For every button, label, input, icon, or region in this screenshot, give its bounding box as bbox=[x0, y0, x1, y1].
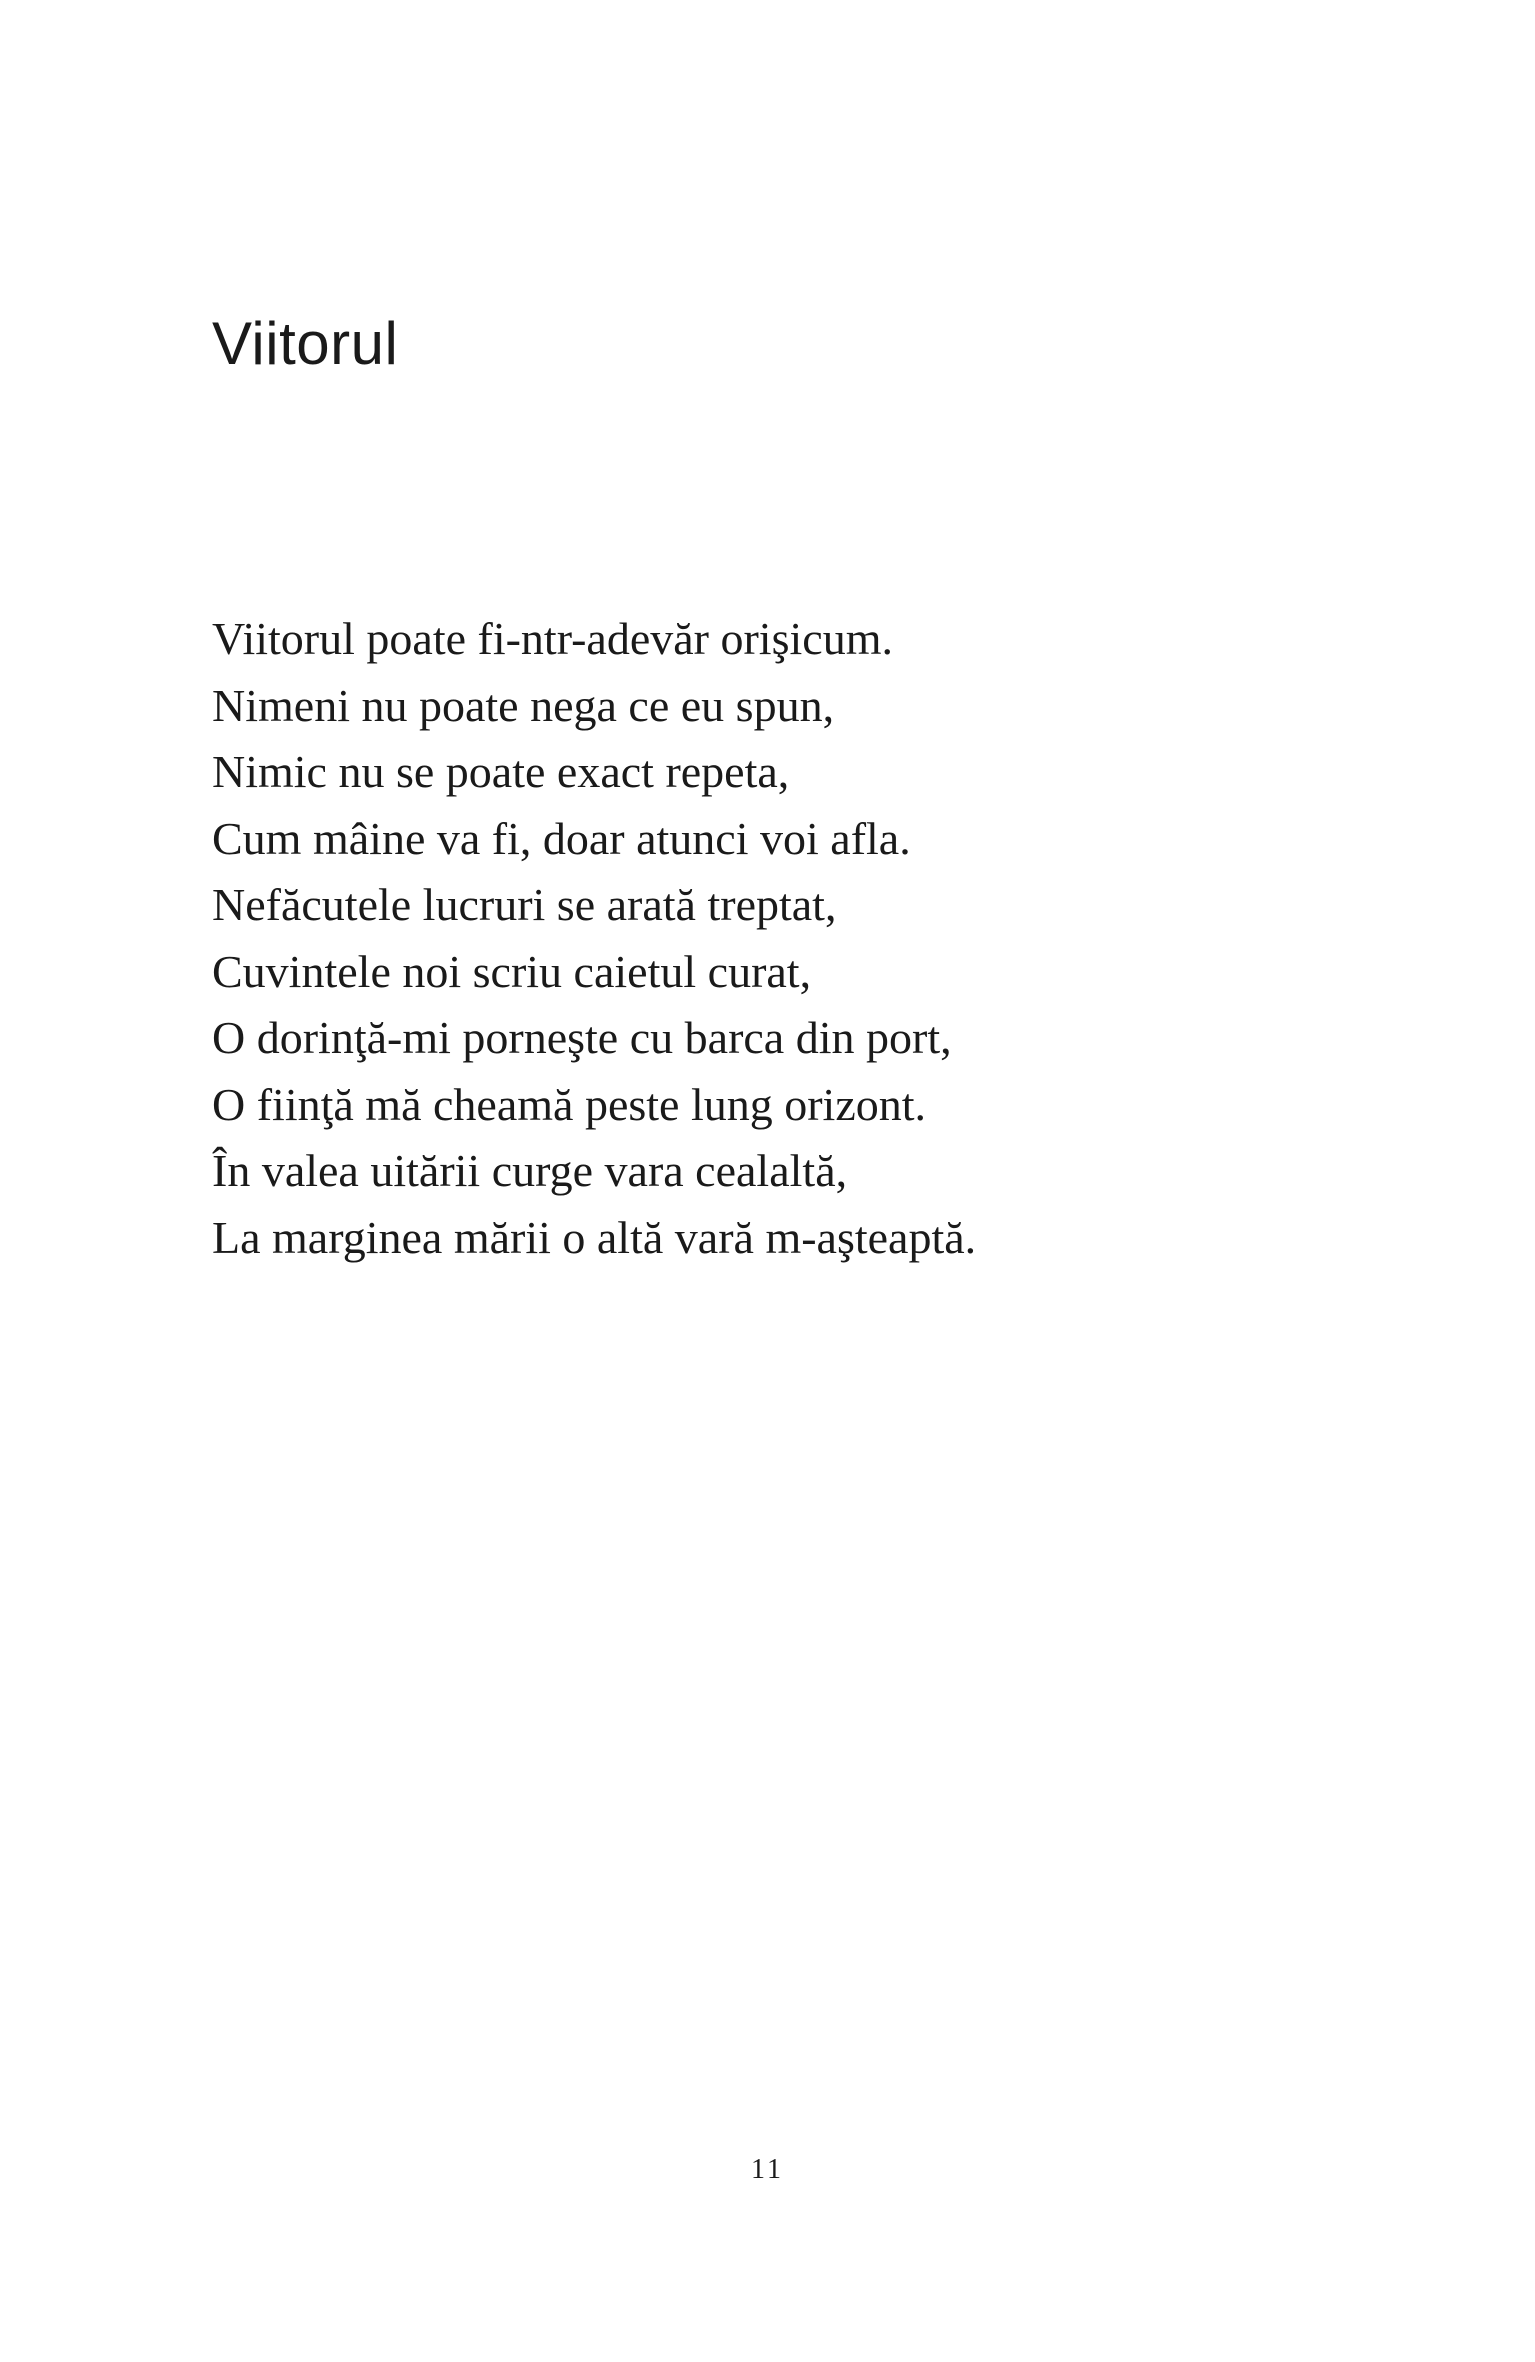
poem-body bbox=[212, 606, 976, 1271]
page-number: 11 bbox=[751, 2154, 784, 2185]
poem-line: Viitorul poate fi-ntr-adevăr orişicum. bbox=[212, 613, 893, 664]
poem-line: Cuvintele noi scriu caietul curat, bbox=[212, 945, 812, 997]
poem-line: În valea uitării curge vara cealaltă, bbox=[212, 1145, 848, 1196]
poem-title: Viitorul bbox=[212, 310, 399, 377]
poem-line: Nimeni nu poate nega ce eu spun, bbox=[212, 679, 835, 731]
poem-line: Nefăcutele lucruri se arată treptat, bbox=[212, 879, 837, 930]
poem-line: Nimic nu se poate exact repeta, bbox=[212, 746, 790, 797]
poem-line: Cum mâine va fi, doar atunci voi afla. bbox=[212, 812, 911, 864]
poem-line: La marginea mării o altă vară m-aşteaptă. bbox=[212, 1211, 977, 1263]
poem-line: O fiinţă mă cheamă peste lung orizont. bbox=[212, 1078, 927, 1130]
poem-line: O dorinţă-mi porneşte cu barca din port, bbox=[212, 1012, 952, 1063]
